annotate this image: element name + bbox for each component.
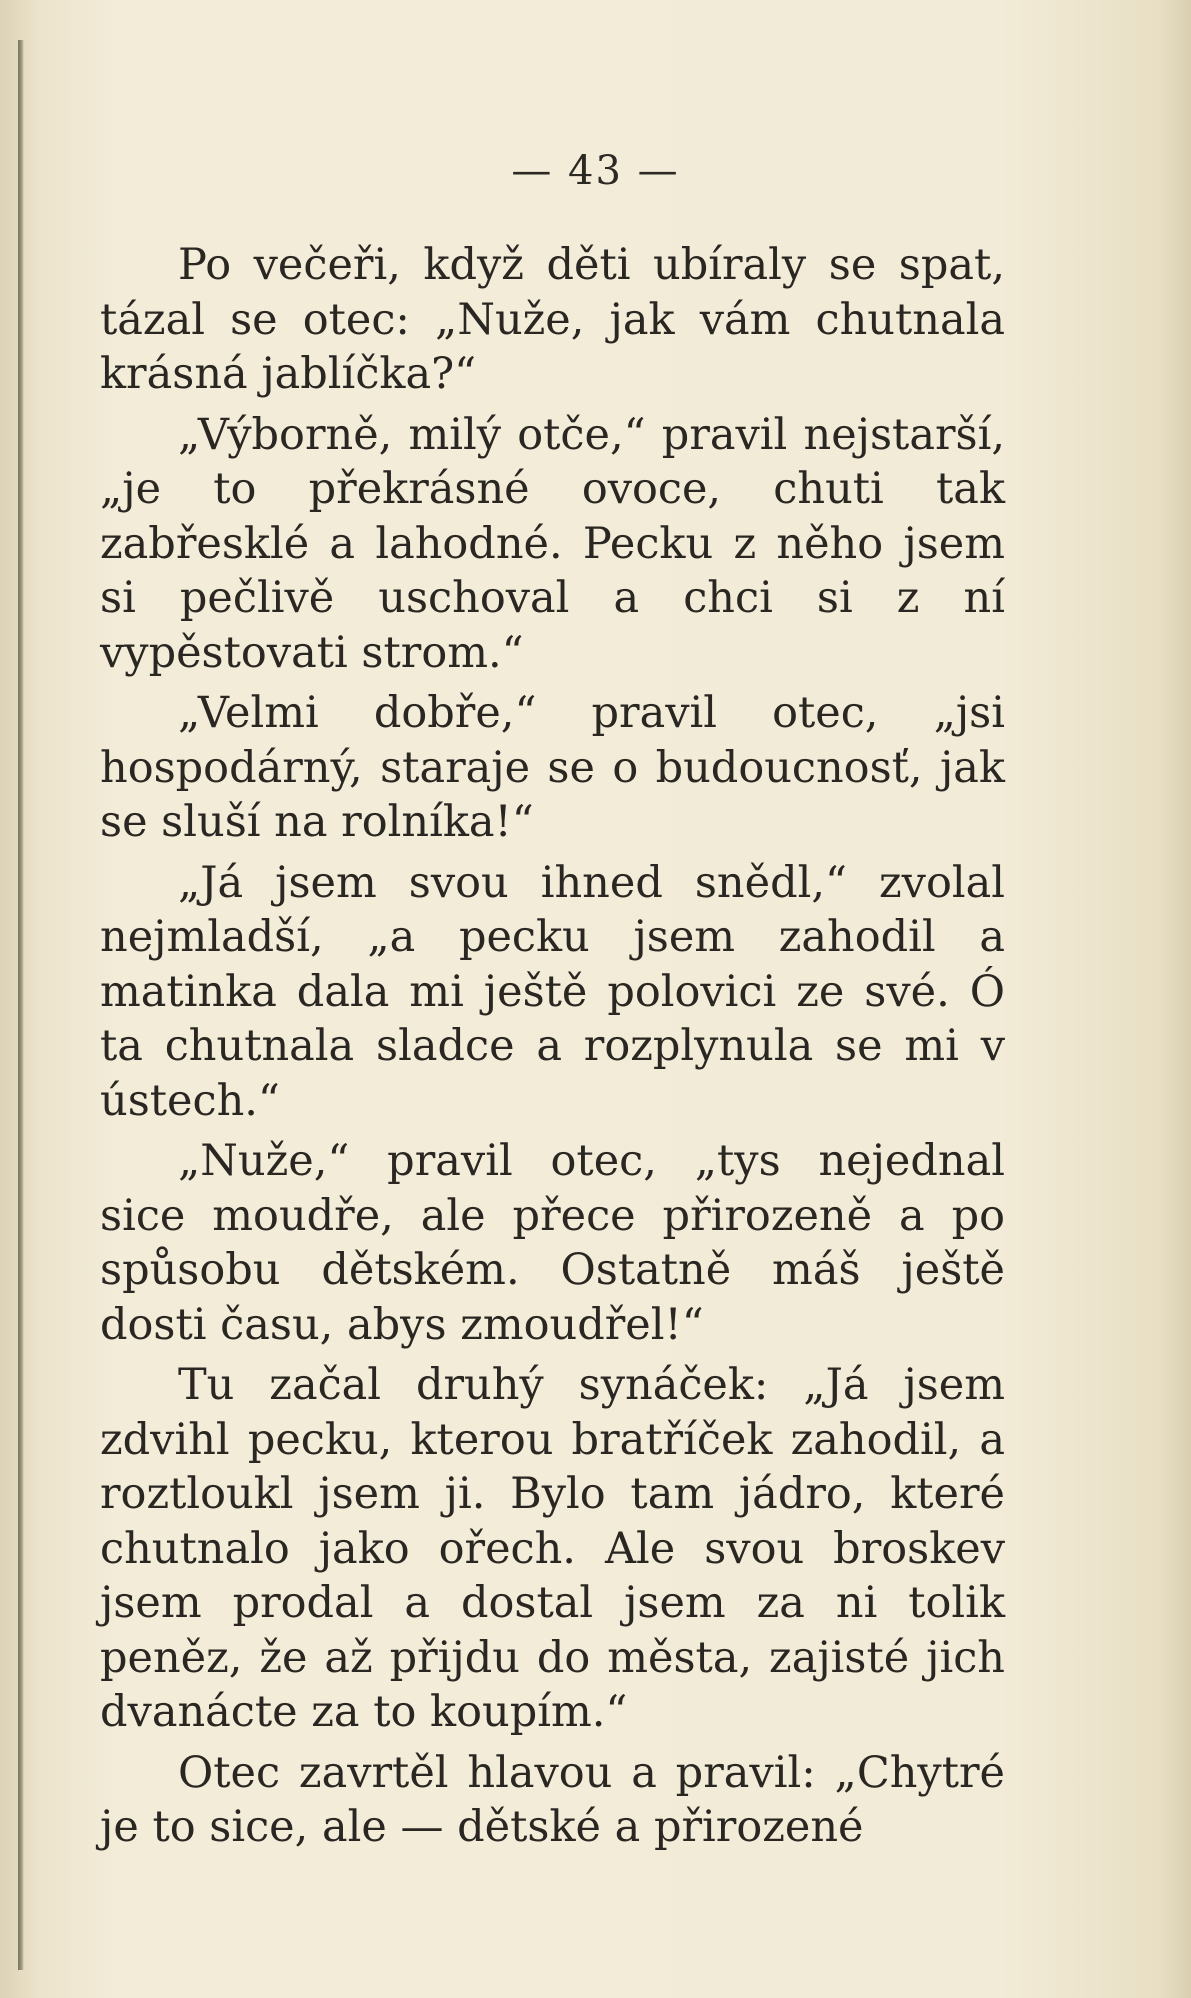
paragraph-1: Po večeři, když děti ubíraly se spat, tázal se otec: „Nuže, jak vám chutnala krásná jablíčka?“ — [100, 240, 1005, 399]
paragraph-6: Tu začal druhý synáček: „Já jsem zdvihl pecku, kterou bratříček zahodil, a roztloukl jsem ji. Bylo tam jádro, které chutnalo jako ořech. Ale svou broskev jsem prodal a dostal jsem za ni tolik peněz, že až přijdu do města, zajisté jich dvanácte za to koupím.“ — [100, 1360, 1005, 1737]
page-spine-edge — [18, 40, 24, 1970]
paragraph-5: „Nuže,“ pravil otec, „tys nejednal sice moudře, ale přece přirozeně a po spůsobu dětském. Ostatně máš ještě dosti času, abys zmoudřel!“ — [100, 1136, 1005, 1350]
paragraph-4: „Já jsem svou ihned snědl,“ zvolal nejmladší, „a pecku jsem zahodil a matinka dala mi ještě polovici ze své. Ó ta chutnala sladce a rozplynula se mi v ústech.“ — [100, 857, 1005, 1126]
paragraph-3: „Velmi dobře,“ pravil otec, „jsi hospodárný, staraje se o budoucnosť, jak se sluší na rolníka!“ — [100, 688, 1005, 847]
page-number: — 43 — — [511, 148, 680, 194]
paragraph-7: Otec zavrtěl hlavou a pravil: „Chytré je to sice, ale — dětské a přirozené — [100, 1747, 1005, 1852]
page-text — [100, 238, 1005, 1855]
paragraph-2: „Výborně, milý otče,“ pravil nejstarší, „je to překrásné ovoce, chuti tak zabřesklé a lahodné. Pecku z něho jsem si pečlivě uschoval a chci si z ní vypěstovati strom.“ — [100, 409, 1005, 678]
